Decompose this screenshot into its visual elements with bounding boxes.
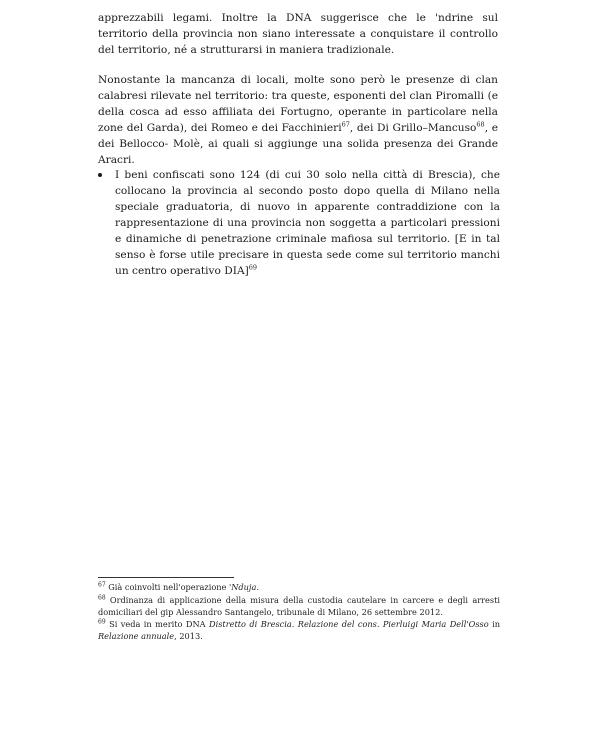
paragraph-text-part1: Nonostante la mancanza di locali, molte sono però le presenze di clan calabresi rilevate nel territorio: tra queste, esponenti del clan Piromalli (e della cosca ad esso affiliata dei Fortugno, operante in particolare nella zone del Garda), dei Romeo e dei Facchinieri bbox=[98, 74, 498, 134]
footnote-text-end: , 2013. bbox=[174, 630, 203, 641]
bullet-text-body: I beni confiscati sono 124 (di cui 30 solo nella città di Brescia), che collocano la provincia al secondo posto dopo quella di Milano nella speciale graduatoria, di nuovo in apparente contraddizione con la rappresentazione di una provincia non soggetta a particolari pressioni e dinamiche di penetrazione criminale mafiosa sul territorio. [E in tal senso è forse utile precisare in questa sede come sul territorio manchi un centro operativo DIA] bbox=[115, 169, 500, 277]
footnote-68 bbox=[98, 595, 500, 618]
footnote-text-end: . bbox=[256, 582, 259, 592]
paragraph-legami bbox=[98, 10, 498, 58]
footnote-ref-67[interactable]: 67 bbox=[341, 120, 350, 129]
footnote-text-middle: in bbox=[488, 619, 501, 629]
footnote-67 bbox=[98, 582, 500, 594]
footnote-number: 69 bbox=[98, 618, 106, 626]
paragraph-text-part3: , e dei Bellocco- Molè, ai quali si aggiunge una solida presenza dei Grande Aracri. bbox=[98, 122, 498, 166]
footnote-number: 67 bbox=[98, 581, 106, 589]
paragraph-text: apprezzabili legami. Inoltre la DNA suggerisce che le 'ndrine sul territorio della provincia non siano interessate a conquistare il controllo del territorio, né a strutturarsi in maniera tradizionale. bbox=[98, 12, 498, 56]
bullet-list-item bbox=[98, 167, 500, 279]
footnote-number: 68 bbox=[98, 594, 106, 602]
bullet-text bbox=[115, 167, 500, 279]
footnote-69 bbox=[98, 619, 500, 642]
footnote-italic: Distretto di Brescia. Relazione del cons. Pierluigi Maria Dell'Osso bbox=[209, 619, 489, 629]
footnote-separator bbox=[98, 577, 234, 578]
footnote-text: Si veda in merito DNA bbox=[109, 619, 210, 629]
footnote-ref-68[interactable]: 68 bbox=[476, 120, 485, 129]
bullet-icon bbox=[98, 173, 102, 177]
footnote-italic: 'Nduja bbox=[228, 582, 257, 592]
paragraph-clan-calabresi bbox=[98, 72, 498, 168]
footnote-ref-69[interactable]: 69 bbox=[248, 263, 258, 272]
footnote-italic-2: Relazione annuale bbox=[98, 630, 175, 641]
footnote-text: Ordinanza di applicazione della misura della custodia cautelare in carcere e degli arresti domiciliari del gip Alessandro Santangelo, tribunale di Milano, 26 settembre 2012. bbox=[98, 595, 500, 617]
footnote-text: Già coinvolti nell'operazione bbox=[108, 582, 229, 592]
paragraph-text-part2: , dei Di Grillo–Mancuso bbox=[349, 122, 477, 134]
